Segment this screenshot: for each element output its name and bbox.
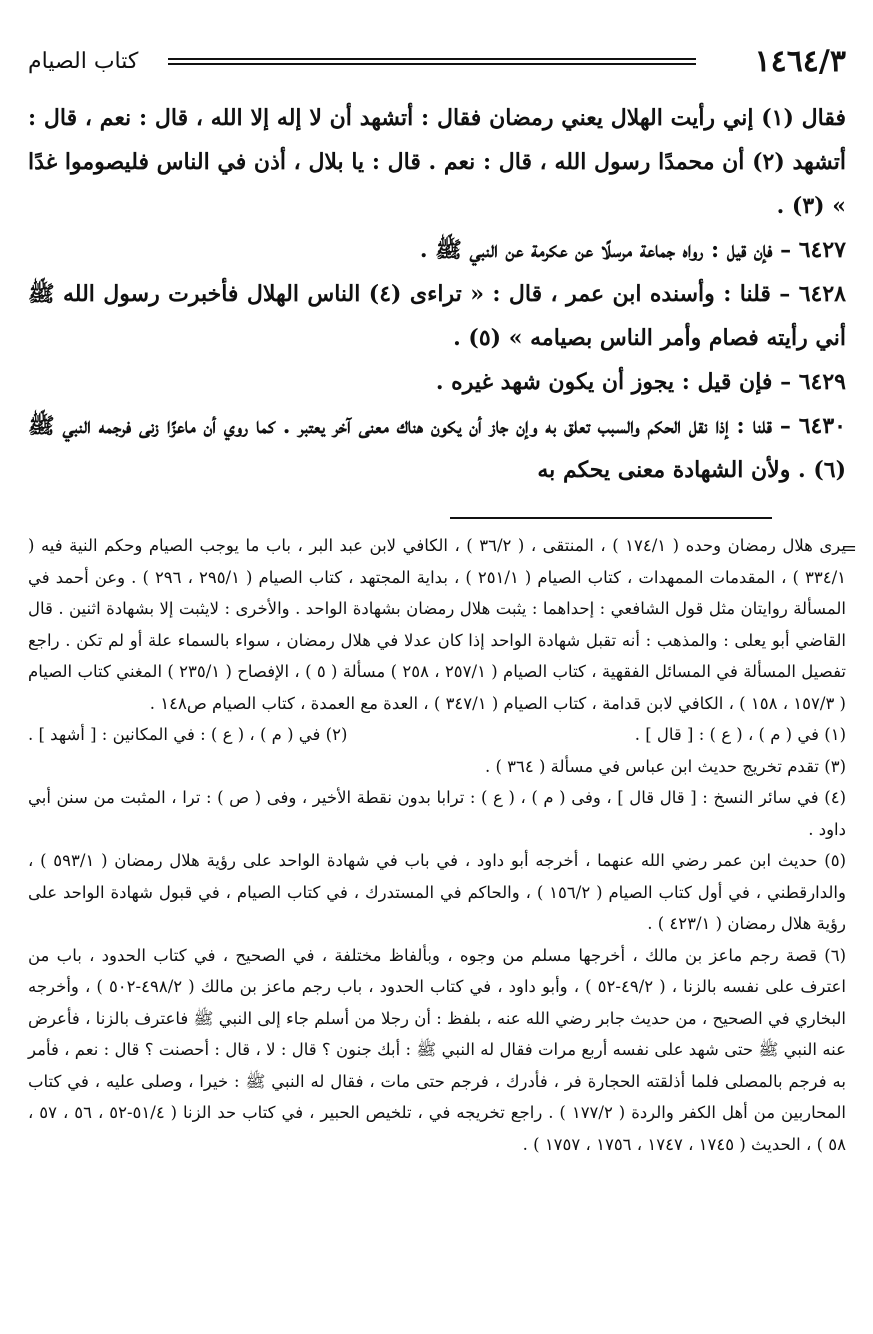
footnote-separator <box>450 517 772 519</box>
header-rule <box>168 58 696 65</box>
running-title: كتاب الصيام <box>28 49 139 74</box>
paragraph-6428: ٦٤٢٨ – قلنا : وأسنده ابن عمر ، قال : « تراءى (٤) الناس الهلال فأخبرت رسول الله ﷺ أني رأيته فصام وأمر الناس بصيامه » (٥) . <box>28 281 846 351</box>
paragraph-6429: ٦٤٢٩ – فإن قيل : يجوز أن يكون شهد غيره . <box>435 369 846 395</box>
paragraph-6427: ٦٤٢٧ – فإن قيل : رواه جماعة مرسلًا عن عكرمة عن النبي ﷺ . <box>419 237 846 263</box>
footnotes <box>28 530 846 1160</box>
footnote-6: (٦) قصة رجم ماعز بن مالك ، أخرجها مسلم من وجوه ، وبألفاظ مختلفة ، في الصحيح ، في كتاب الحدود ، باب من اعترف على نفسه بالزنا ، ( ٤٩/٢-٥٢ ) ، وأبو داود ، في كتاب الحدود ، باب رجم ماعز بن مالك ( ٤٩٨/٢-٥٠٢ ) ، وأخرجه البخاري في الصحيح ، من حديث جابر رضي الله عنه ، بلفظ : أن رجلا من أسلم جاء إلى النبي ﷺ فاعترف بالزنا ، فأعرض عنه النبي ﷺ حتى شهد على نفسه أربع مرات فقال له النبي ﷺ : أبك جنون ؟ قال : لا ، قال : أحصنت ؟ قال : نعم ، فأمر به فرجم بالمصلى فلما أذلقته الحجارة فر ، فأدرك ، فرجم حتى مات ، فقال له النبي ﷺ : خيرا ، وصلى عليه ، في كتاب المحاربين من أهل الكفر والردة ( ١٧٧/٢ ) . راجع تخريجه في ، تلخيص الحبير ، في كتاب حد الزنا ( ٥١/٤-٥٢ ، ٥٦ ، ٥٧ ، ٥٨ ) ، الحديث ( ١٧٤٥ ، ١٧٤٧ ، ١٧٥٦ ، ١٧٥٧ ) . <box>28 945 846 1154</box>
continuation-mark: = <box>841 538 857 559</box>
footnote-1: (١) في ( م ) ، ( ع ) : [ قال ] . <box>634 725 846 744</box>
footnote-5: (٥) حديث ابن عمر رضي الله عنهما ، أخرجه أبو داود ، في باب في شهادة الواحد على رؤية هلال رمضان ( ٥٩٣/١ ) ، والدارقطني ، في أول كتاب الصيام ( ١٥٦/٢ ) ، والحاكم في المستدرك ، في كتاب الصيام ، في قبول شهادة الواحد على رؤية هلال رمضان ( ٤٢٣/١ ) . <box>28 851 846 933</box>
paragraph-hadith-continuation: فقال (١) إني رأيت الهلال يعني رمضان فقال : أتشهد أن لا إله إلا الله ، قال : نعم ، قال : أتشهد (٢) أن محمدًا رسول الله ، قال : نعم . قال : يا بلال ، أذن في الناس فليصوموا غدًا » (٣) . <box>28 105 847 219</box>
page-number: ١٤٦٤/٣ <box>754 44 846 79</box>
page-header <box>28 42 846 82</box>
footnote-2: (٢) في ( م ) ، ( ع ) : في المكانين : [ أشهد ] . <box>28 725 348 744</box>
footnote-row-1-2 <box>28 719 846 751</box>
main-text <box>28 96 846 492</box>
footnote-4: (٤) في سائر النسخ : [ قال قال ] ، وفى ( م ) ، ( ع ) : ترابا بدون نقطة الأخير ، وفى ( ص ) : ترا ، المثبت من سنن أبي داود . <box>28 788 846 839</box>
footnote-3: (٣) تقدم تخريج حديث ابن عباس في مسألة ( ٣٦٤ ) . <box>484 756 846 776</box>
paragraph-6430: ٦٤٣٠ – قلنا : إذا نقل الحكم والسبب تعلق به وإن جاز أن يكون هناك معنى آخر يعتبر . كما روي أن ماعزًا زنى فرجمه النبي ﷺ (٦) . ولأن الشهادة معنى يحكم به <box>28 413 846 483</box>
footnote-continuation: يرى هلال رمضان وحده ( ١٧٤/١ ) ، المنتقى ، ( ٣٦/٢ ) ، الكافي لابن عبد البر ، باب ما يوجب الصيام وحكم النية فيه ( ٣٣٤/١ ) ، المقدمات الممهدات ، كتاب الصيام ( ٢٥١/١ ) ، بداية المجتهد ، كتاب الصيام ( ٢٩٥/١ ، ٢٩٦ ) . وعن أحمد في المسألة روايتان مثل قول الشافعي : إحداهما : يثبت هلال رمضان بشهادة الواحد . والأخرى : لايثبت إلا بشهادة اثنين . قال القاضي أبو يعلى : والمذهب : أنه تقبل شهادة الواحد إذا كان عدلا في هلال رمضان ، سواء بالسماء علة أو لم تكن . راجع تفصيل المسألة في المسائل الفقهية ، كتاب الصيام ( ٢٥٧/١ ، ٢٥٨ ) مسألة ( ٥ ) ، الإفصاح ( ٢٣٥/١ ) المغني كتاب الصيام ( ١٥٧/٣ ، ١٥٨ ) ، الكافي لابن قدامة ، كتاب الصيام ( ٣٤٧/١ ) ، العدة مع العمدة ، كتاب الصيام ص١٤٨ . <box>28 536 847 713</box>
